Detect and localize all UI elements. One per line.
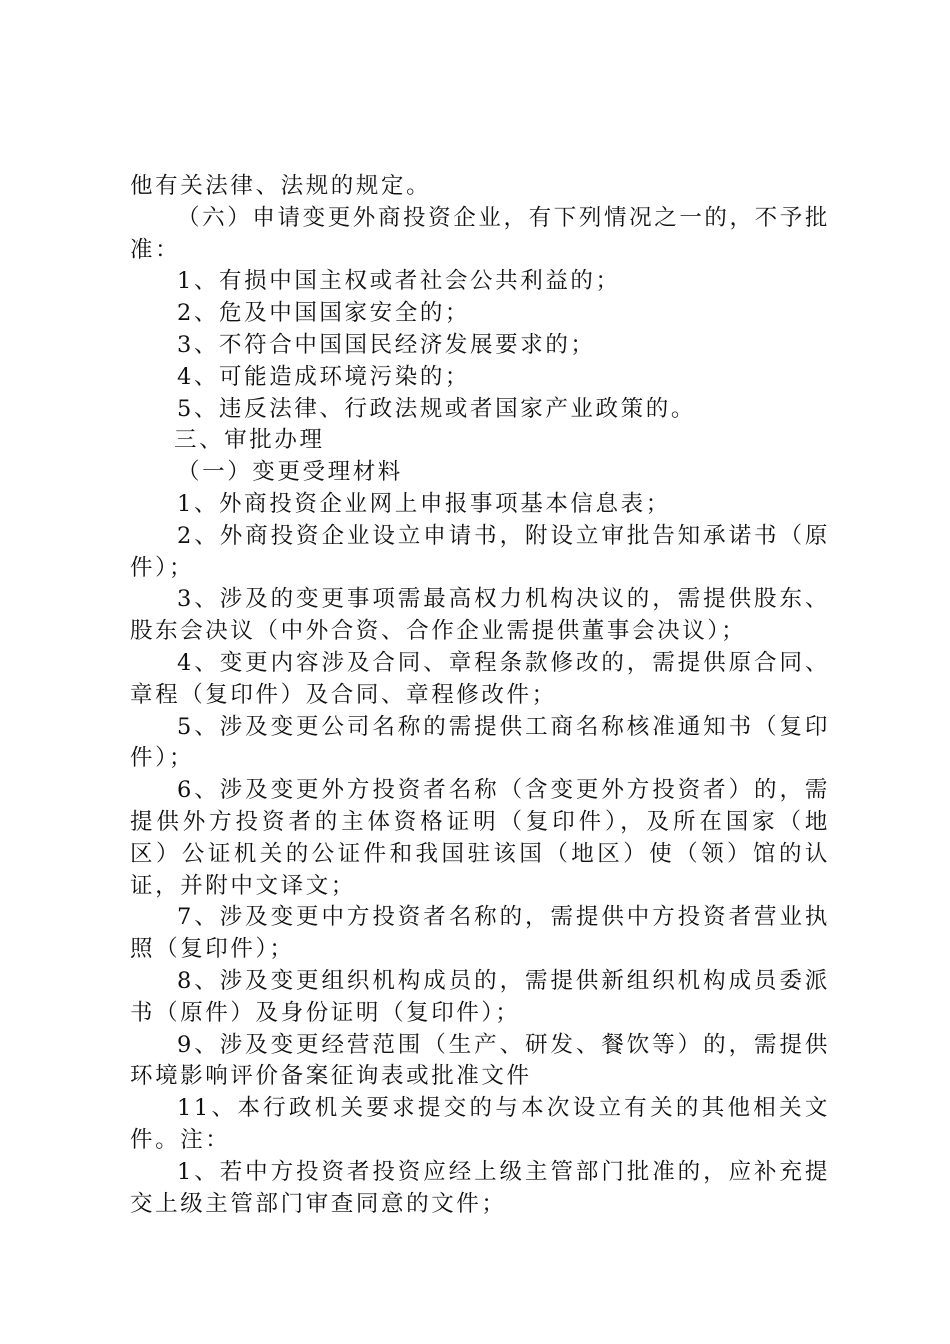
paragraph-section-6: （六）申请变更外商投资企业，有下列情况之一的，不予批准： <box>130 204 830 263</box>
list-item: 6、涉及变更外方投资者名称（含变更外方投资者）的，需提供外方投资者的主体资格证明（复印件），及所在国家（地区）公证机关的公证件和我国驻该国（地区）使（领）馆的认证，并附中文译文； <box>130 777 830 899</box>
list-item: 2、外商投资企业设立申请书，附设立审批告知承诺书（原件）； <box>130 522 830 581</box>
list-item: 4、可能造成环境污染的； <box>177 363 471 390</box>
list-item: 11、本行政机关要求提交的与本次设立有关的其他相关文件。注： <box>130 1095 830 1153</box>
list-item: 5、违反法律、行政法规或者国家产业政策的。 <box>177 395 696 422</box>
list-item: 2、危及中国国家安全的； <box>177 300 471 327</box>
list-item: 9、涉及变更经营范围（生产、研发、餐饮等）的，需提供环境影响评价备案征询表或批准文件 <box>130 1031 830 1090</box>
list-item: 1、有损中国主权或者社会公共利益的； <box>177 268 621 295</box>
list-item: 4、变更内容涉及合同、章程条款修改的，需提供原合同、章程（复印件）及合同、章程修改件； <box>130 649 830 708</box>
paragraph-continuation: 他有关法律、法规的规定。 <box>130 173 432 199</box>
document-body <box>130 171 830 1220</box>
list-item: 7、涉及变更中方投资者名称的，需提供中方投资者营业执照（复印件）； <box>130 904 830 963</box>
list-item: 3、涉及的变更事项需最高权力机构决议的，需提供股东、股东会决议（中外合资、合作企业需提供董事会决议）； <box>130 586 830 645</box>
list-item: 3、不符合中国国民经济发展要求的； <box>177 331 596 358</box>
list-item: 8、涉及变更组织机构成员的，需提供新组织机构成员委派书（原件）及身份证明（复印件）； <box>130 967 830 1026</box>
list-item: 1、若中方投资者投资应经上级主管部门批准的，应补充提交上级主管部门审查同意的文件； <box>130 1158 830 1217</box>
list-item: 5、涉及变更公司名称的需提供工商名称核准通知书（复印件）； <box>130 713 830 772</box>
section-heading: 三、审批办理 <box>174 427 325 454</box>
list-item: 1、外商投资企业网上申报事项基本信息表； <box>177 490 671 517</box>
subsection-heading: （一）变更受理材料 <box>177 459 403 486</box>
